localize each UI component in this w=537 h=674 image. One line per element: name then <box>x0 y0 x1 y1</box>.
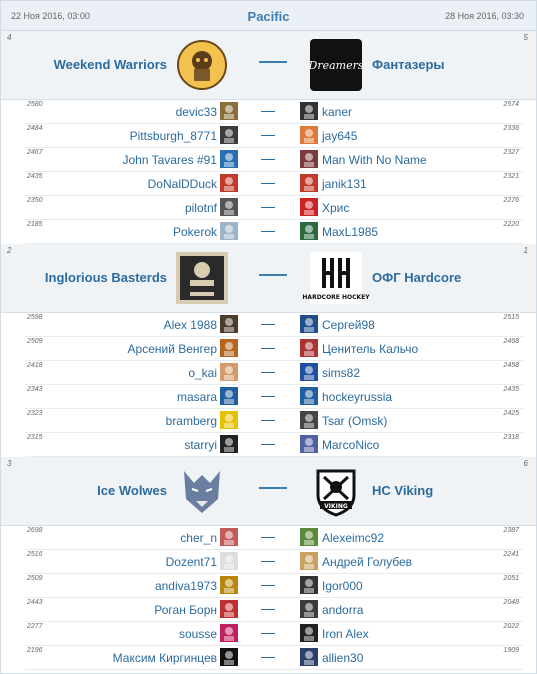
player-rating-right: 1909 <box>503 647 519 654</box>
player-name-right[interactable]: Man With No Name <box>322 153 427 167</box>
player-avatar[interactable] <box>220 528 238 546</box>
player-matchup-row <box>25 574 523 598</box>
player-avatar[interactable] <box>220 648 238 666</box>
seed-left: 3 <box>7 459 12 468</box>
player-rating-left: 2350 <box>27 197 43 204</box>
player-avatar[interactable] <box>300 363 318 381</box>
match-score-separator <box>259 61 287 63</box>
player-matchup-row <box>25 313 523 337</box>
score-separator <box>261 585 275 586</box>
player-rating-right: 2336 <box>503 125 519 132</box>
player-avatar[interactable] <box>220 552 238 570</box>
viking-shield-logo-text: VIKING <box>324 503 348 510</box>
score-separator <box>261 111 275 112</box>
player-rating-right: 2515 <box>503 314 519 321</box>
player-rating-right: 2458 <box>503 362 519 369</box>
player-rating-left: 2467 <box>27 149 43 156</box>
player-name-left[interactable]: Dozent71 <box>165 555 217 569</box>
player-rating-right: 2387 <box>503 527 519 534</box>
player-avatar[interactable] <box>220 174 238 192</box>
player-name-left[interactable]: Роган Борн <box>154 603 217 617</box>
player-avatar[interactable] <box>300 387 318 405</box>
player-rating-left: 2315 <box>27 434 43 441</box>
player-name-left[interactable]: masara <box>176 390 217 404</box>
player-rating-right: 2574 <box>503 101 519 108</box>
player-avatar[interactable] <box>300 222 318 240</box>
score-separator <box>261 633 275 634</box>
seed-right: 1 <box>523 246 528 255</box>
player-name-left[interactable]: Максим Киргинцев <box>112 651 217 665</box>
player-rating-right: 2220 <box>503 221 519 228</box>
player-name-left[interactable]: Alex 1988 <box>163 318 217 332</box>
team-matchup-row <box>1 457 536 526</box>
player-matchup-row <box>25 526 523 550</box>
player-name-right[interactable]: Igor000 <box>322 579 363 593</box>
player-matchup-row <box>25 196 523 220</box>
player-rating-left: 2509 <box>27 338 43 345</box>
player-matchup-row <box>25 172 523 196</box>
seed-left: 2 <box>7 246 12 255</box>
score-separator <box>261 207 275 208</box>
player-avatar[interactable] <box>220 387 238 405</box>
basterds-poster-logo[interactable] <box>176 252 228 304</box>
team-name-right[interactable]: Фантазеры <box>372 57 445 72</box>
player-rating-left: 2418 <box>27 362 43 369</box>
player-rating-right: 2435 <box>503 386 519 393</box>
player-name-right[interactable]: hockeyrussia <box>322 390 393 404</box>
team-matchup-row <box>1 31 536 100</box>
player-rating-left: 2698 <box>27 527 43 534</box>
score-separator <box>261 348 275 349</box>
player-rating-right: 2327 <box>503 149 519 156</box>
player-name-left[interactable]: Pittsburgh_8771 <box>129 129 217 143</box>
match-score-separator <box>259 274 287 276</box>
seed-right: 6 <box>523 459 528 468</box>
player-name-left[interactable]: starryi <box>184 438 217 452</box>
player-avatar[interactable] <box>300 174 318 192</box>
player-avatar[interactable] <box>300 576 318 594</box>
hardcore-hockey-logo[interactable] <box>302 252 370 304</box>
player-rating-left: 2580 <box>27 101 43 108</box>
score-separator <box>261 135 275 136</box>
svg-text:Dreamers: Dreamers <box>308 59 364 72</box>
player-rating-left: 2343 <box>27 386 43 393</box>
player-avatar[interactable] <box>300 648 318 666</box>
player-name-left[interactable]: Pokerok <box>172 225 217 239</box>
player-avatar[interactable] <box>220 150 238 168</box>
player-name-right[interactable]: Сергей98 <box>322 318 375 332</box>
end-date: 28 Ноя 2016, 03:30 <box>445 11 524 21</box>
player-name-left[interactable]: andiva1973 <box>154 579 217 593</box>
start-date: 22 Ноя 2016, 03:00 <box>11 11 90 21</box>
player-rating-left: 2435 <box>27 173 43 180</box>
player-rating-right: 2048 <box>503 599 519 606</box>
player-matchup-row <box>25 550 523 574</box>
player-rating-left: 2277 <box>27 623 43 630</box>
player-avatar[interactable] <box>300 411 318 429</box>
player-name-right[interactable]: Андрей Голубев <box>322 555 413 569</box>
seed-right: 5 <box>523 33 528 42</box>
player-name-right[interactable]: Tsar (Omsk) <box>322 414 388 428</box>
score-separator <box>261 420 275 421</box>
division-title[interactable]: Pacific <box>247 9 290 24</box>
player-avatar[interactable] <box>220 624 238 642</box>
player-avatar[interactable] <box>300 102 318 120</box>
player-rating-left: 2443 <box>27 599 43 606</box>
player-name-right[interactable]: MarcoNico <box>322 438 380 452</box>
player-name-right[interactable]: Iron Alex <box>322 627 369 641</box>
player-avatar[interactable] <box>220 363 238 381</box>
player-avatar[interactable] <box>220 315 238 333</box>
player-avatar[interactable] <box>220 222 238 240</box>
score-separator <box>261 537 275 538</box>
player-name-right[interactable]: Хрис <box>322 201 350 215</box>
team-name-left[interactable]: Ice Wolwes <box>97 483 167 498</box>
pirate-robot-logo[interactable] <box>176 39 228 91</box>
score-separator <box>261 372 275 373</box>
player-avatar[interactable] <box>300 528 318 546</box>
player-matchup-row <box>25 409 523 433</box>
score-separator <box>261 561 275 562</box>
player-name-right[interactable]: kaner <box>322 105 353 119</box>
player-rating-left: 2185 <box>27 221 43 228</box>
player-rating-right: 2468 <box>503 338 519 345</box>
player-rating-right: 2276 <box>503 197 519 204</box>
score-separator <box>261 396 275 397</box>
player-rating-left: 2196 <box>27 647 43 654</box>
player-rating-right: 2321 <box>503 173 519 180</box>
player-matchup-row <box>25 100 523 124</box>
player-name-left[interactable]: Арсений Венгер <box>127 342 217 356</box>
player-matchup-row <box>25 598 523 622</box>
match-score-separator <box>259 487 287 489</box>
seed-left: 4 <box>7 33 12 42</box>
player-rating-right: 2241 <box>503 551 519 558</box>
player-avatar[interactable] <box>300 150 318 168</box>
player-avatar[interactable] <box>220 102 238 120</box>
player-rating-left: 2598 <box>27 314 43 321</box>
match-block <box>1 457 536 669</box>
player-matchup-row <box>25 646 523 670</box>
player-avatar[interactable] <box>300 624 318 642</box>
player-rating-left: 2516 <box>27 551 43 558</box>
player-name-right[interactable]: andorra <box>322 603 364 617</box>
player-matchup-row <box>25 622 523 646</box>
dreamers-logo[interactable] <box>310 39 362 91</box>
score-separator <box>261 183 275 184</box>
player-name-right[interactable]: MaxL1985 <box>322 225 379 239</box>
player-name-left[interactable]: pilotnf <box>184 201 217 215</box>
score-separator <box>261 657 275 658</box>
player-matchup-row <box>25 337 523 361</box>
player-avatar[interactable] <box>300 126 318 144</box>
team-name-right[interactable]: ОФГ Hardcore <box>372 270 462 285</box>
player-avatar[interactable] <box>220 126 238 144</box>
player-rating-right: 2051 <box>503 575 519 582</box>
player-name-right[interactable]: janik131 <box>322 177 367 191</box>
player-name-left[interactable]: sousse <box>178 627 217 641</box>
player-rating-right: 2425 <box>503 410 519 417</box>
team-name-left[interactable]: Inglorious Basterds <box>44 270 167 285</box>
player-avatar[interactable] <box>300 435 318 453</box>
player-avatar[interactable] <box>220 411 238 429</box>
player-name-left[interactable]: o_kai <box>188 366 217 380</box>
player-rating-left: 2509 <box>27 575 43 582</box>
wolf-logo[interactable] <box>176 465 228 517</box>
player-matchup-row <box>25 220 523 244</box>
match-block <box>1 244 536 456</box>
score-separator <box>261 231 275 232</box>
bracket-header <box>1 1 536 31</box>
player-matchup-row <box>25 361 523 385</box>
team-matchup-row <box>1 244 536 313</box>
player-rating-left: 2323 <box>27 410 43 417</box>
player-matchup-row <box>25 124 523 148</box>
player-name-right[interactable]: sims82 <box>322 366 361 380</box>
player-avatar[interactable] <box>220 198 238 216</box>
player-matchup-row <box>25 148 523 172</box>
team-name-right[interactable]: HC Viking <box>372 483 434 498</box>
player-avatar[interactable] <box>220 435 238 453</box>
player-avatar[interactable] <box>220 339 238 357</box>
player-name-right[interactable]: allien30 <box>322 651 364 665</box>
player-avatar[interactable] <box>300 315 318 333</box>
score-separator <box>261 609 275 610</box>
hardcore-hockey-logo-text: HARDCORE HOCKEY <box>302 294 370 301</box>
player-avatar[interactable] <box>300 552 318 570</box>
player-name-left[interactable]: John Tavares #91 <box>122 153 217 167</box>
player-rating-right: 2318 <box>503 434 519 441</box>
player-name-left[interactable]: DoNalDDuck <box>147 177 217 191</box>
match-block <box>1 31 536 243</box>
player-matchup-row <box>25 433 523 457</box>
score-separator <box>261 324 275 325</box>
player-name-left[interactable]: cher_n <box>180 531 217 545</box>
player-avatar[interactable] <box>220 600 238 618</box>
player-avatar[interactable] <box>300 198 318 216</box>
viking-shield-logo[interactable] <box>310 465 362 517</box>
player-avatar[interactable] <box>300 600 318 618</box>
player-name-right[interactable]: Alexeimc92 <box>322 531 385 545</box>
player-name-left[interactable]: bramberg <box>165 414 217 428</box>
player-name-right[interactable]: Ценитель Кальчо <box>322 342 419 356</box>
player-rating-left: 2484 <box>27 125 43 132</box>
player-matchup-row <box>25 385 523 409</box>
score-separator <box>261 159 275 160</box>
team-name-left[interactable]: Weekend Warriors <box>53 57 167 72</box>
player-rating-right: 2022 <box>503 623 519 630</box>
player-name-left[interactable]: devic33 <box>175 105 217 119</box>
player-avatar[interactable] <box>220 576 238 594</box>
player-name-right[interactable]: jay645 <box>322 129 358 143</box>
player-avatar[interactable] <box>300 339 318 357</box>
score-separator <box>261 444 275 445</box>
